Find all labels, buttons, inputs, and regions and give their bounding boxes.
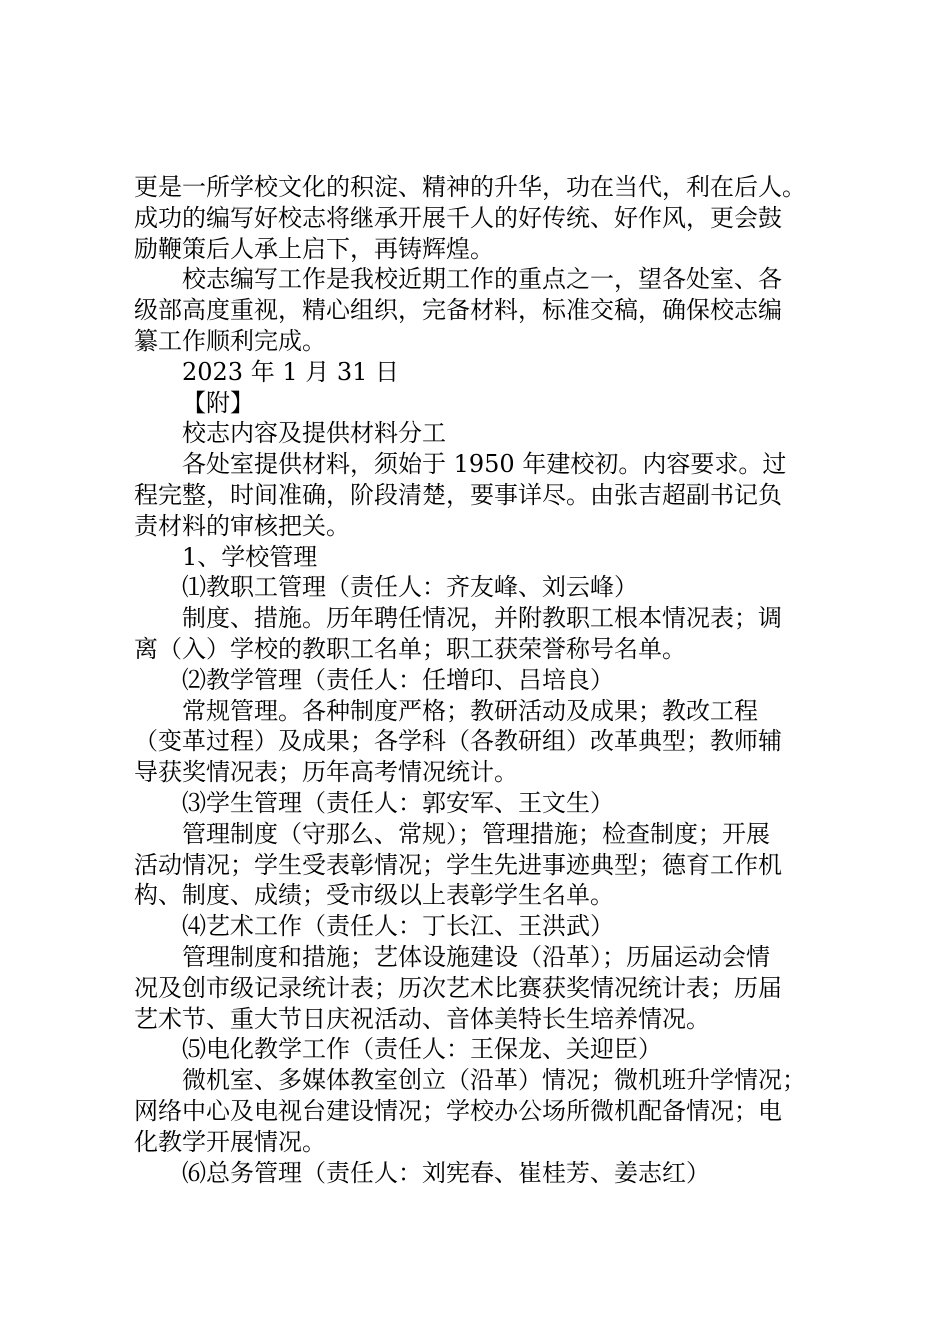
text-line: 管理制度（守那么、常规）；管理措施；检查制度；开展 [182,819,770,848]
text-line: 励鞭策后人承上启下，再铸辉煌。 [134,234,494,263]
text-line: 纂工作顺利完成。 [134,326,326,355]
text-line: 化教学开展情况。 [134,1127,326,1156]
subsection-heading: ⑴教职工管理（责任人：齐友峰、刘云峰） [182,573,638,602]
text-line: 程完整，时间准确，阶段清楚，要事详尽。由张吉超副书记负 [134,480,782,509]
text-line: 成功的编写好校志将继承开展千人的好传统、好作风，更会鼓 [134,203,782,232]
text-line: 艺术节、重大节日庆祝活动、音体美特长生培养情况。 [134,1004,710,1033]
subsection-heading: ⑸电化教学工作（责任人：王保龙、关迎臣） [182,1035,662,1064]
text-line: 网络中心及电视台建设情况；学校办公场所微机配备情况；电 [134,1096,782,1125]
section-title: 校志内容及提供材料分工 [182,419,446,448]
text-line: 更是一所学校文化的积淀、精神的升华，功在当代，利在后人。 [134,173,806,201]
text-line: 常规管理。各种制度严格；教研活动及成果；教改工程 [182,696,758,725]
document-body [134,172,834,1188]
text-line: 构、制度、成绩；受市级以上表彰学生名单。 [134,881,614,910]
text-line: 况及创市级记录统计表；历次艺术比赛获奖情况统计表；历届 [134,973,782,1002]
section-heading: 1、学校管理 [182,542,318,571]
text-line: 离（入）学校的教职工名单；职工获荣誉称号名单。 [134,634,686,663]
text-line: 管理制度和措施；艺体设施建设（沿革）；历届运动会情 [182,942,770,971]
text-line: 导获奖情况表；历年高考情况统计。 [134,758,518,787]
appendix-heading: 【附】 [182,388,254,417]
subsection-heading: ⑹总务管理（责任人：刘宪春、崔桂芳、姜志红） [182,1158,710,1187]
text-line: 活动情况；学生受表彰情况；学生先进事迹典型；德育工作机 [134,850,782,879]
subsection-heading: ⑶学生管理（责任人：郭安军、王文生） [182,788,614,817]
date-line: 2023 年 1 月 31 日 [182,357,400,386]
text-line: 制度、措施。历年聘任情况，并附教职工根本情况表；调 [182,604,782,633]
subsection-heading: ⑵教学管理（责任人：任增印、吕培良） [182,665,614,694]
subsection-heading: ⑷艺术工作（责任人：丁长江、王洪武） [182,912,614,941]
text-line: 级部高度重视，精心组织，完备材料，标准交稿，确保校志编 [134,296,782,325]
text-line: 各处室提供材料，须始于 1950 年建校初。内容要求。过 [182,450,787,479]
text-line: 微机室、多媒体教室创立（沿革）情况；微机班升学情况； [182,1066,806,1095]
text-line: 责材料的审核把关。 [134,511,350,540]
text-line: （变革过程）及成果；各学科（各教研组）改革典型；教师辅 [134,727,782,756]
text-line: 校志编写工作是我校近期工作的重点之一，望各处室、各 [182,265,782,294]
